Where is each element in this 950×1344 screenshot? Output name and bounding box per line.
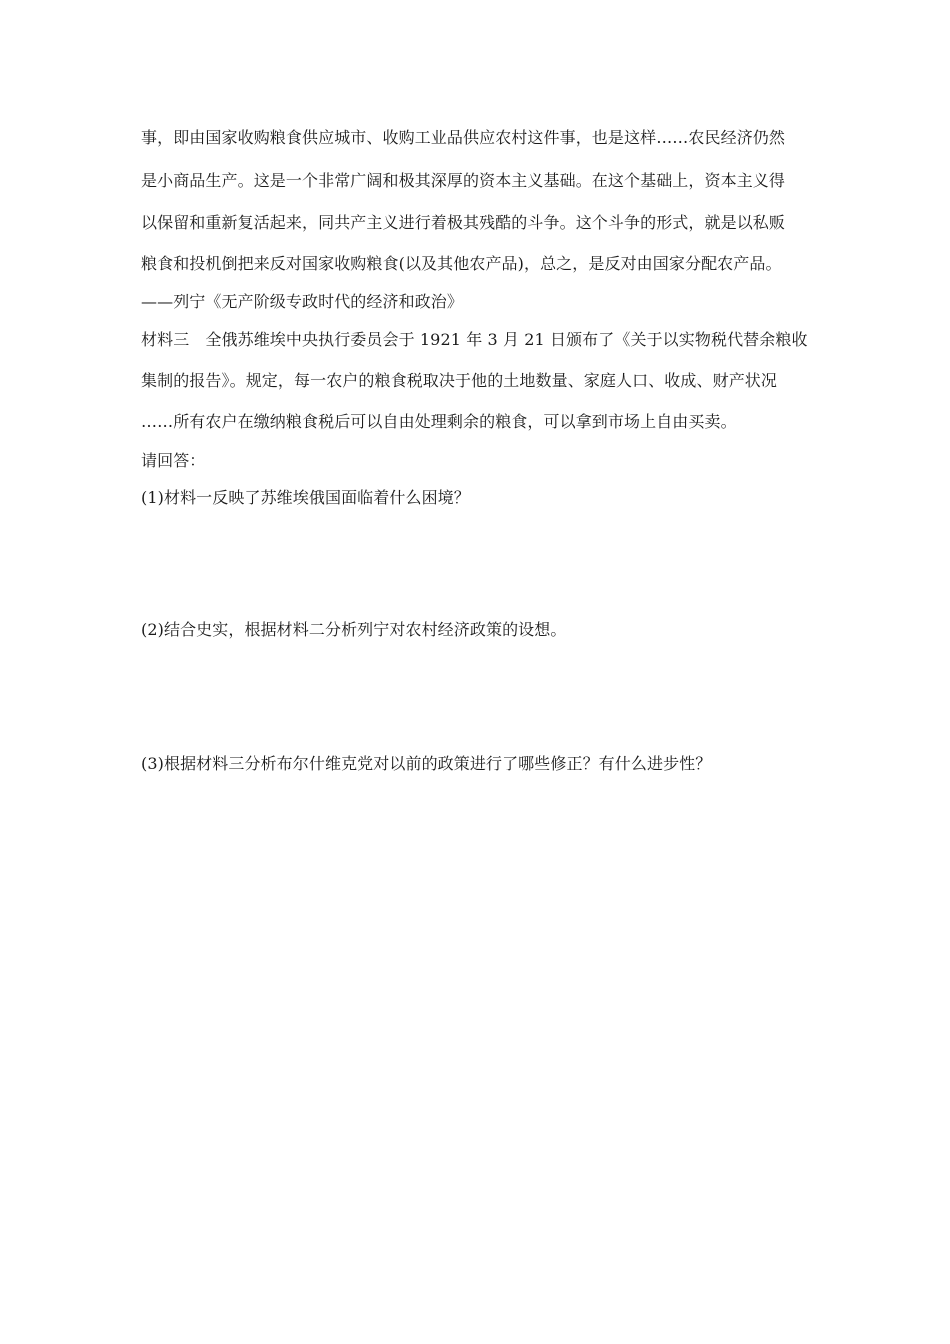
- material-three-line-3: ……所有农户在缴纳粮食税后可以自由处理剩余的粮食，可以拿到市场上自由买卖。: [141, 412, 737, 431]
- material-three-line-2: 集制的报告》。规定，每一农户的粮食税取决于他的土地数量、家庭人口、收成、财产状况: [141, 371, 778, 390]
- material-three-line-1: 材料三 全俄苏维埃中央执行委员会于 1921 年 3 月 21 日颁布了《关于以实物税代替余粮收: [141, 330, 808, 349]
- material-two-source: ——列宁《无产阶级专政时代的经济和政治》: [141, 292, 464, 311]
- material-two-line-3: 以保留和重新复活起来，同共产主义进行着极其残酷的斗争。这个斗争的形式，就是以私贩: [141, 213, 786, 232]
- material-two-line-4: 粮食和投机倒把来反对国家收购粮食(以及其他农产品)，总之，是反对由国家分配农产品。: [141, 254, 782, 273]
- question-2: (2)结合史实，根据材料二分析列宁对农村经济政策的设想。: [141, 620, 567, 639]
- question-1: (1)材料一反映了苏维埃俄国面临着什么困境？: [141, 488, 470, 507]
- answer-prompt: 请回答：: [141, 451, 206, 470]
- question-3: (3)根据材料三分析布尔什维克党对以前的政策进行了哪些修正？有什么进步性？: [141, 754, 712, 773]
- material-two-line-1: 事，即由国家收购粮食供应城市、收购工业品供应农村这件事，也是这样……农民经济仍然: [141, 128, 786, 147]
- material-two-line-2: 是小商品生产。这是一个非常广阔和极其深厚的资本主义基础。在这个基础上，资本主义得: [141, 171, 786, 190]
